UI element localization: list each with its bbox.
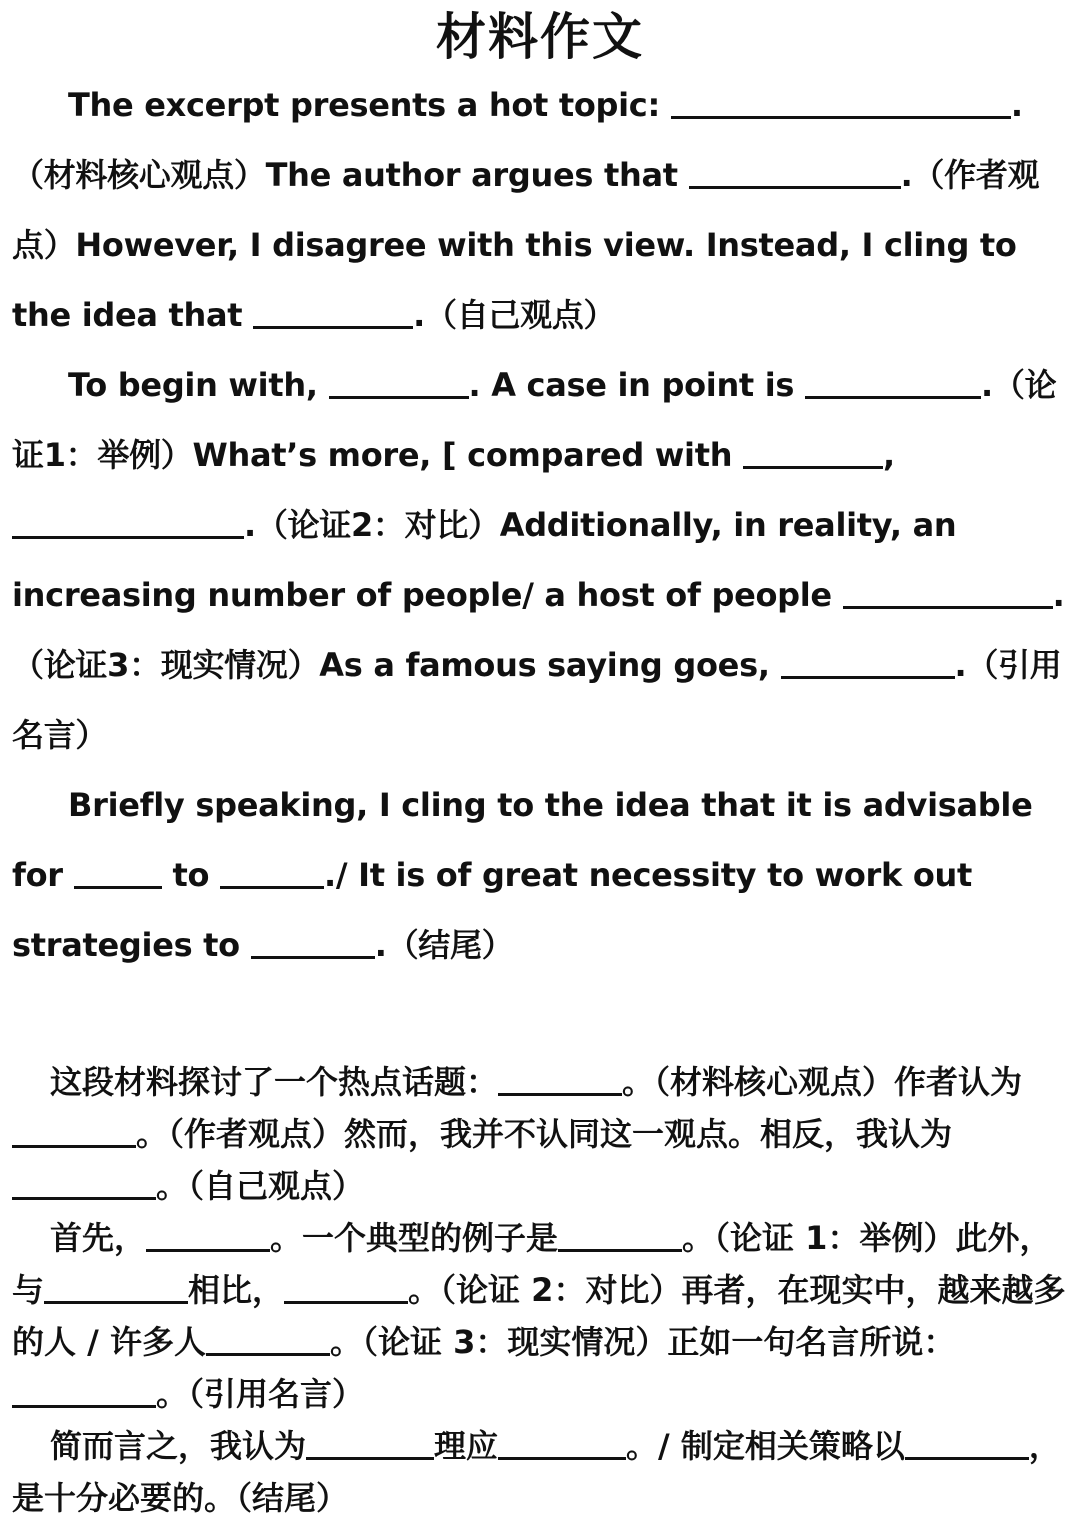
fill-blank[interactable] — [220, 856, 324, 889]
fill-blank[interactable] — [671, 86, 1011, 119]
fill-blank[interactable] — [12, 506, 244, 539]
text-segment: 。（作者观点）然而，我并不认同这一观点。相反，我认为 — [136, 1115, 953, 1153]
text-segment: to — [161, 856, 221, 894]
text-segment: ，是十分必要的。（结尾） — [12, 1427, 1061, 1517]
text-segment: ./ It is of great necessity to work out strategies to — [12, 856, 973, 964]
fill-blank[interactable] — [781, 646, 955, 679]
text-segment: 简而言之，我认为 — [50, 1427, 307, 1465]
text-segment: 首先， — [50, 1219, 147, 1257]
text-segment: . A case in point is — [468, 366, 806, 404]
fill-blank[interactable] — [306, 1427, 434, 1460]
chinese-template — [12, 1056, 1068, 1524]
text-segment: , — [883, 436, 895, 474]
text-segment: 。（引用名言） — [156, 1375, 365, 1413]
text-segment: 相比， — [188, 1271, 285, 1309]
text-segment: 这段材料探讨了一个热点话题： — [50, 1063, 499, 1101]
english-paragraph-conclusion — [12, 770, 1068, 980]
chinese-paragraph-conclusion — [12, 1420, 1068, 1524]
fill-blank[interactable] — [498, 1063, 622, 1096]
fill-blank[interactable] — [498, 1427, 626, 1460]
fill-blank[interactable] — [12, 1115, 136, 1148]
text-segment: Briefly speaking, I cling to the idea that it is advisable for — [12, 786, 1033, 894]
fill-blank[interactable] — [146, 1219, 270, 1252]
english-paragraph-intro — [12, 70, 1068, 350]
text-segment: .（结尾） — [374, 926, 514, 964]
fill-blank[interactable] — [689, 156, 901, 189]
text-segment: To begin with, — [68, 366, 329, 404]
text-segment: The excerpt presents a hot topic: — [68, 86, 671, 124]
chinese-paragraph-body — [12, 1212, 1068, 1420]
text-segment: .（论证3：现实情况）As a famous saying goes, — [12, 576, 1065, 684]
text-segment: 。（材料核心观点）作者认为 — [622, 1063, 1023, 1101]
text-segment: .（论证1：举例）What’s more, [ compared with — [12, 366, 1057, 474]
fill-blank[interactable] — [284, 1271, 408, 1304]
text-segment: 。/ 制定相关策略以 — [626, 1427, 905, 1465]
fill-blank[interactable] — [44, 1271, 188, 1304]
fill-blank[interactable] — [743, 436, 883, 469]
text-segment: 。（论证 3：现实情况）正如一句名言所说： — [329, 1323, 956, 1361]
text-segment: .（材料核心观点）The author argues that — [12, 86, 1023, 194]
text-segment: .（自己观点） — [413, 296, 616, 334]
fill-blank[interactable] — [12, 1375, 156, 1408]
fill-blank[interactable] — [905, 1427, 1029, 1460]
fill-blank[interactable] — [206, 1323, 330, 1356]
english-template — [12, 70, 1068, 980]
fill-blank[interactable] — [251, 926, 375, 959]
text-segment: .（引用名言） — [12, 646, 1062, 754]
fill-blank[interactable] — [843, 576, 1053, 609]
english-paragraph-body — [12, 350, 1068, 770]
page-title: 材料作文 — [436, 8, 644, 66]
text-segment: 理应 — [434, 1427, 499, 1465]
text-segment: 。一个典型的例子是 — [270, 1219, 559, 1257]
fill-blank[interactable] — [558, 1219, 682, 1252]
fill-blank[interactable] — [253, 296, 413, 329]
chinese-paragraph-intro — [12, 1056, 1068, 1212]
text-segment: .（作者观点）However, I disagree with this view. Instead, I cling to the idea that — [12, 156, 1040, 334]
fill-blank[interactable] — [329, 366, 469, 399]
text-segment: 。（论证 1：举例）此外，与 — [12, 1219, 1052, 1309]
fill-blank[interactable] — [805, 366, 981, 399]
fill-blank[interactable] — [12, 1167, 156, 1200]
text-segment: .（论证2：对比）Additionally, in reality, an increasing number of people/ a host of people — [12, 506, 957, 614]
fill-blank[interactable] — [74, 856, 162, 889]
text-segment: 。（论证 2：对比）再者，在现实中，越来越多的人 / 许多人 — [12, 1271, 1066, 1361]
text-segment: 。（自己观点） — [156, 1167, 365, 1205]
